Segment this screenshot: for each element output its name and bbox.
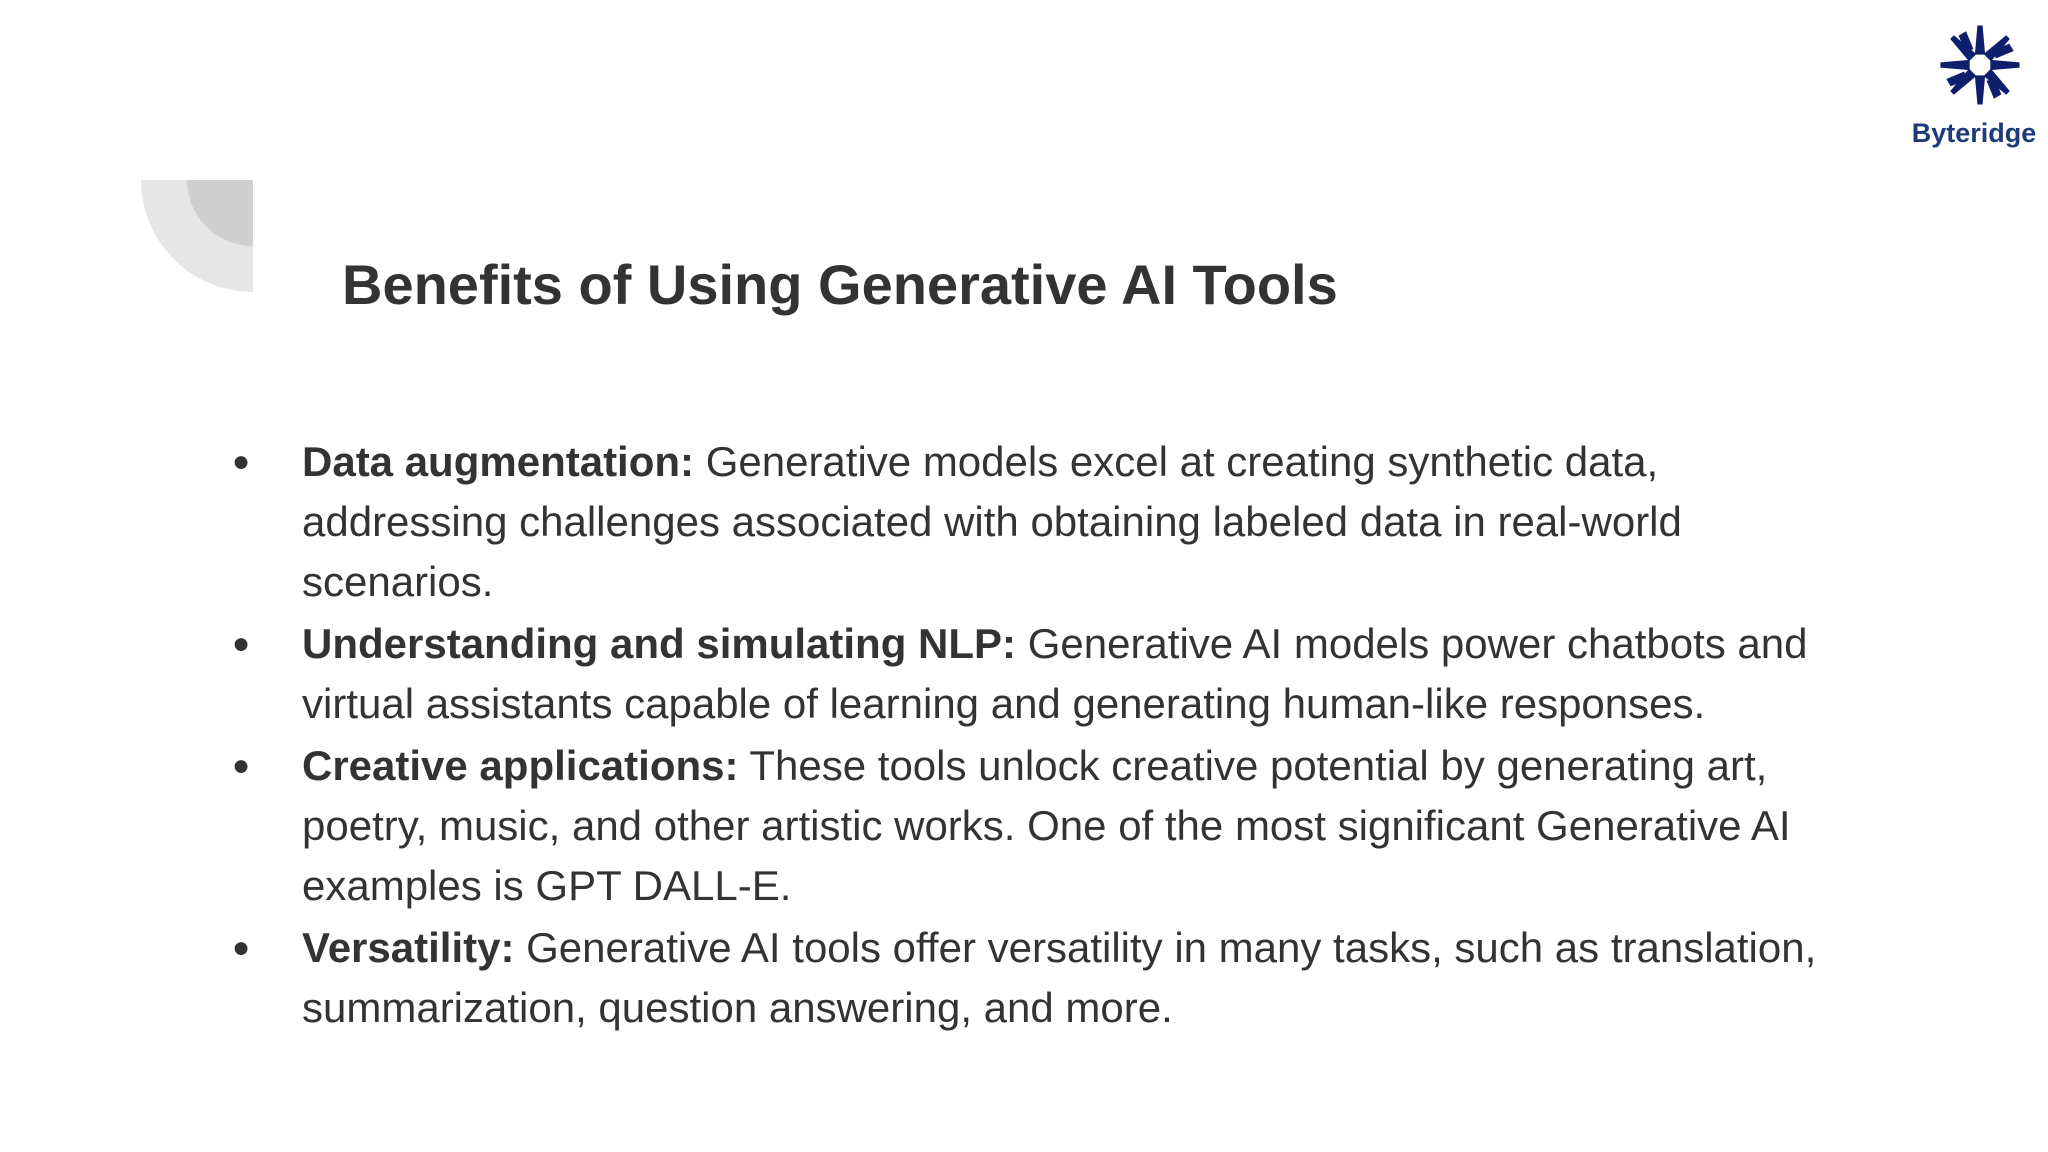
bullet-item-creative-applications	[232, 736, 1862, 916]
bullet-text: Generative AI tools offer versatility in many tasks, such as translation, summarization, question answering, and more.	[302, 924, 1817, 1031]
bullet-dot-icon: ●	[232, 749, 251, 782]
bullet-list	[232, 432, 1862, 1040]
bullet-item-data-augmentation	[232, 432, 1862, 612]
bullet-dot-icon: ●	[232, 931, 251, 964]
slide-title: Benefits of Using Generative AI Tools	[342, 253, 1338, 316]
bullet-item-nlp	[232, 614, 1862, 734]
bullet-term: Creative applications:	[302, 742, 739, 789]
bullet-term: Data augmentation:	[302, 438, 695, 485]
bullet-text: Generative models excel at creating synthetic data, addressing challenges associated with obtaining labeled data in real-world scenarios.	[302, 438, 1682, 605]
bullet-item-versatility	[232, 918, 1862, 1038]
logo-text: Byteridge	[1911, 118, 2037, 148]
bullet-term: Versatility:	[302, 924, 515, 971]
bullet-dot-icon: ●	[232, 445, 251, 478]
bullet-text: Generative AI models power chatbots and virtual assistants capable of learning and generating human-like responses.	[302, 620, 1808, 727]
bullet-text: These tools unlock creative potential by generating art, poetry, music, and other artistic works. One of the most significant Generative AI examples is GPT DALL-E.	[302, 742, 1791, 909]
bullet-dot-icon: ●	[232, 627, 251, 660]
starburst-logo-icon	[1937, 22, 2023, 108]
company-logo	[1900, 18, 2048, 158]
corner-decoration	[141, 180, 253, 292]
bullet-term: Understanding and simulating NLP:	[302, 620, 1017, 667]
